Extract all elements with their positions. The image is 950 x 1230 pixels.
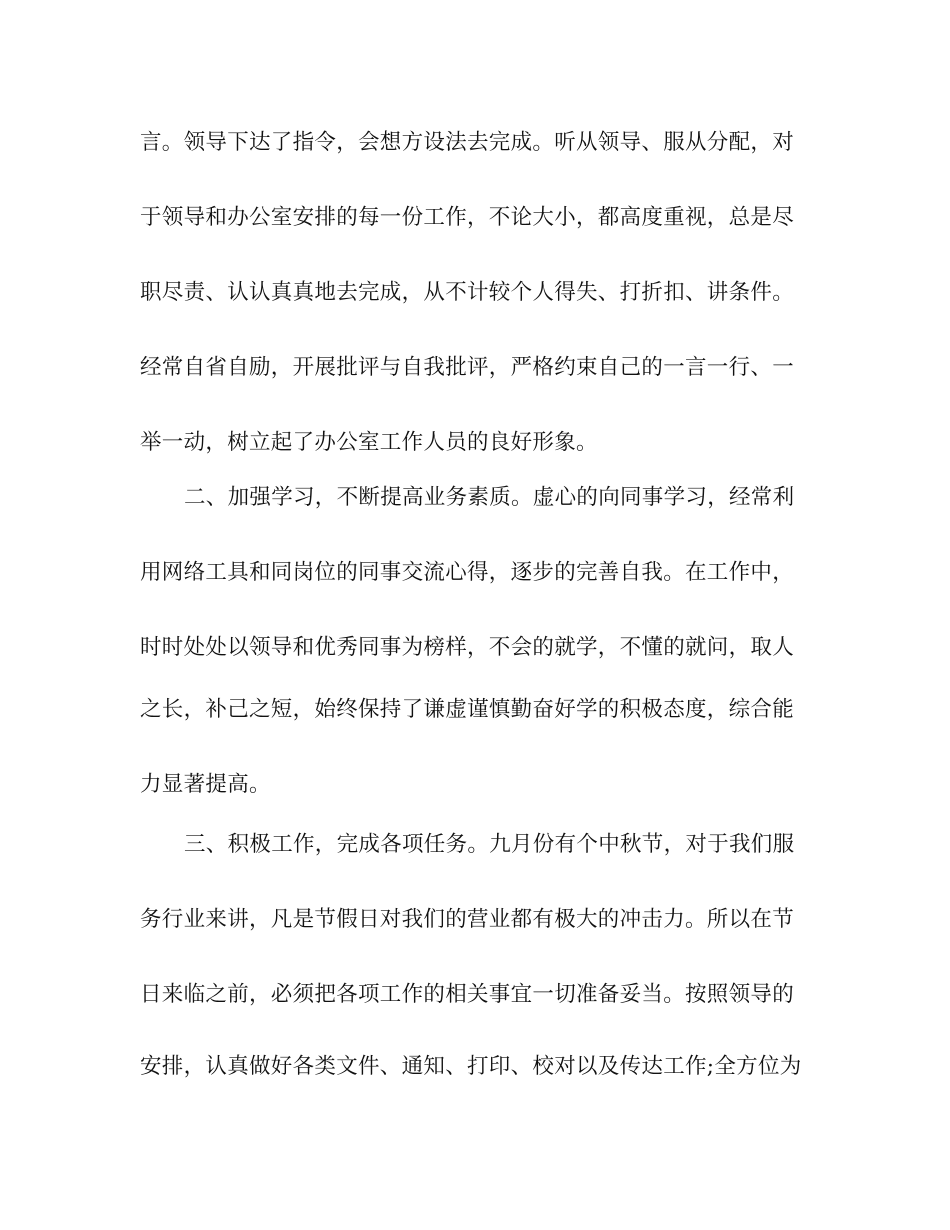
text-line: 之长，补己之短，始终保持了谦虚谨慎勤奋好学的积极态度，综合能 [140,697,795,722]
paragraph-start-line: 三、积极工作，完成各项任务。九月份有个中秋节，对于我们服 [184,832,795,857]
text-line: 用网络工具和同岗位的同事交流心得，逐步的完善自我。在工作中， [140,560,795,585]
text-line: 日来临之前，必须把各项工作的相关事宜一切准备妥当。按照领导的 [140,982,795,1007]
text-line: 时时处处以领导和优秀同事为榜样，不会的就学，不懂的就问，取人 [140,635,795,660]
text-line: 务行业来讲，凡是节假日对我们的营业都有极大的冲击力。所以在节 [140,907,795,932]
text-line: 于领导和办公室安排的每一份工作，不论大小，都高度重视，总是尽 [140,205,795,230]
text-line: 力显著提高。 [140,772,271,797]
paragraph-start-line: 二、加强学习，不断提高业务素质。虚心的向同事学习，经常利 [184,485,795,510]
text-line: 安排，认真做好各类文件、通知、打印、校对以及传达工作;全方位为 [140,1054,802,1079]
text-line: 言。领导下达了指令，会想方设法去完成。听从领导、服从分配，对 [140,130,795,155]
text-line: 职尽责、认认真真地去完成，从不计较个人得失、打折扣、讲条件。 [140,280,795,305]
text-line: 经常自省自励，开展批评与自我批评，严格约束自己的一言一行、一 [140,355,795,380]
text-line: 举一动，树立起了办公室工作人员的良好形象。 [140,430,598,455]
